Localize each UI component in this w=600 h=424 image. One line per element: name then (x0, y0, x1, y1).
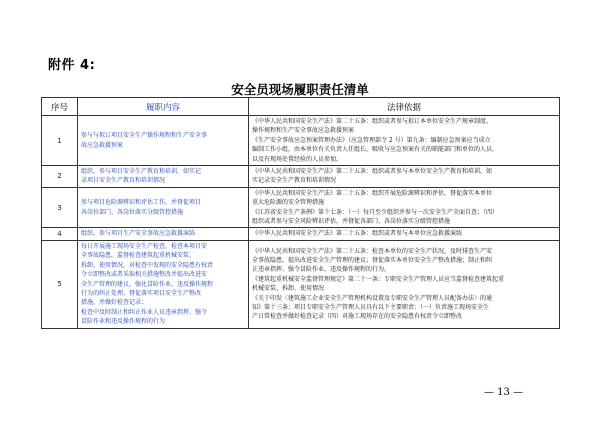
basis-text-line: 全事故隐患，提出改进安全生产管理的建议；督促落实本单位安全生产整改措施；制止和纠 (252, 256, 493, 264)
table-body (42, 116, 560, 329)
legal-basis-cell (249, 240, 560, 328)
basis-text-line: 《关于印发〈建筑施工企业安全生产管理机构设置及专职安全生产管理人员配备办法〉的通 (252, 294, 493, 302)
row-index: 2 (42, 166, 78, 188)
duty-text-line: 录项目安全生产教育和培训情况 (81, 177, 166, 185)
column-header-duty: 履职内容 (78, 98, 249, 116)
table-row (42, 116, 560, 166)
duty-content-cell (78, 240, 249, 328)
row-index: 1 (42, 116, 78, 166)
basis-text-line: 编制工作小组，由本单位有关负责人任组长，吸收与应急预案有关的职能部门和单位的人员， (252, 146, 499, 154)
duty-text-line: 全生产管理的建议，强化冒险作业、违反操作规程 (81, 280, 214, 288)
attachment-label: 附件 4: (48, 58, 96, 73)
duty-text-line: 每日开展施工现场安全生产检查，检查本项目安 (81, 242, 208, 250)
duty-text-line: 全事故隐患，监督检查建筑起重机械安装、 (81, 252, 196, 260)
column-header-basis: 法律依据 (249, 98, 560, 116)
basis-text-line: 操作规程和生产安全事故应急救援预案 (252, 127, 355, 135)
legal-basis-cell (249, 228, 560, 240)
basis-text-line: 知》第十三条：项目专职安全生产管理人员具有以下主要职责：（一）负责施工现场安全生 (252, 304, 490, 312)
basis-text-line: 《江苏省安全生产条例》第十七条：（一）每月至少组织并参与一次安全生产全面自查；（四） (252, 208, 499, 216)
duty-text-line: 故应急救援预案 (81, 141, 124, 149)
legal-basis-cell (249, 166, 560, 188)
duty-content-cell (78, 166, 249, 188)
basis-text-line: 《中华人民共和国安全生产法》第二十五条：检查本单位的安全生产状况，及时排查生产安 (252, 247, 493, 255)
row-index: 4 (42, 228, 78, 240)
duty-text-line: 组织、参与项目安全生产教育和培训，如实记 (81, 168, 202, 176)
duty-text-line: 各岗位部门、各岗位落实分级管控措施 (81, 208, 184, 216)
row-index: 3 (42, 187, 78, 228)
table-row (42, 228, 560, 240)
duty-text-line: 拆卸，使用情况，对检查中发现的安全隐患有权责 (81, 261, 214, 269)
page-title: 安全员现场履职责任清单 (231, 82, 369, 97)
basis-text-line: 《中华人民共和国安全生产法》第二十五条：组织开展危险源辨识和评估，督促落实本单位 (252, 189, 493, 197)
duty-text-line: 组织、参与项目生产安全事故应急救援演练 (81, 230, 196, 238)
table-row (42, 187, 560, 228)
column-header-index: 序号 (42, 98, 78, 116)
page-number: — 13 — (484, 387, 524, 398)
basis-text-line: 《中华人民共和国安全生产法》第二十五条：组织或者参与本单位应急救援演练 (252, 230, 463, 238)
basis-text-line: 产日常检查并做好检查记录（四）对施工现场存在的安全隐患有权责令立即整改 (252, 313, 463, 321)
basis-text-line: 正违章指挥、强令冒险作业、违反操作规程的行为。 (252, 266, 391, 274)
table-header-row (42, 98, 560, 116)
duty-table (41, 97, 560, 329)
basis-text-line: 以及有现场处置经验的人员参加。 (252, 155, 343, 163)
duty-text-line: 措施，并做好检查记录； (81, 299, 148, 307)
duty-content-cell (78, 187, 249, 228)
table-row (42, 166, 560, 188)
duty-text-line: 行为的纠正处理，督促落实项目安全生产整改 (81, 289, 202, 297)
duty-text-line: 参与项目危险源辨识和评估工作，并督促项目 (81, 199, 202, 207)
duty-content-cell (78, 228, 249, 240)
legal-basis-cell (249, 187, 560, 228)
basis-text-line: 组织或者参与安全风险辨识评估，并督促各部门、各岗位落实分级管控措施 (252, 218, 451, 226)
table-row (42, 240, 560, 328)
basis-text-line: 重大危险源的安全管理措施 (252, 199, 325, 207)
basis-text-line: 《中华人民共和国安全生产法》第二十五条：组织或者参与拟订本单位安全生产规章制度、 (252, 118, 493, 125)
basis-text-line: 实记录安全生产教育和培训情况 (252, 177, 337, 185)
basis-text-line: 《建筑起重机械安全监督管理规定》第二十一条：专职安全生产管理人员应当监督检查建筑起重 (252, 275, 505, 283)
duty-text-line: 冒险作业和违反操作规程的行为 (81, 318, 166, 326)
legal-basis-cell (249, 116, 560, 166)
duty-text-line: 检查中及时制止和纠正作业人员违章指挥、强令 (81, 308, 208, 316)
duty-content-cell (78, 116, 249, 166)
duty-text-line: 令立即整改或者采取相关措施整改并提出改进安 (81, 271, 208, 279)
row-index: 5 (42, 240, 78, 328)
basis-text-line: 机械安装、拆卸、使用情况 (252, 285, 325, 293)
basis-text-line: 《中华人民共和国安全生产法》第二十五条：组织或者参与本单位安全生产教育和培训，如 (252, 168, 493, 176)
basis-text-line: 《生产安全事故应急预案管理办法》（应急管理部令 2 号）第九条：编制应急预案应当成立 (252, 136, 491, 144)
duty-text-line: 参与与拟订项目安全生产操作规程和生产安全事 (81, 132, 208, 140)
